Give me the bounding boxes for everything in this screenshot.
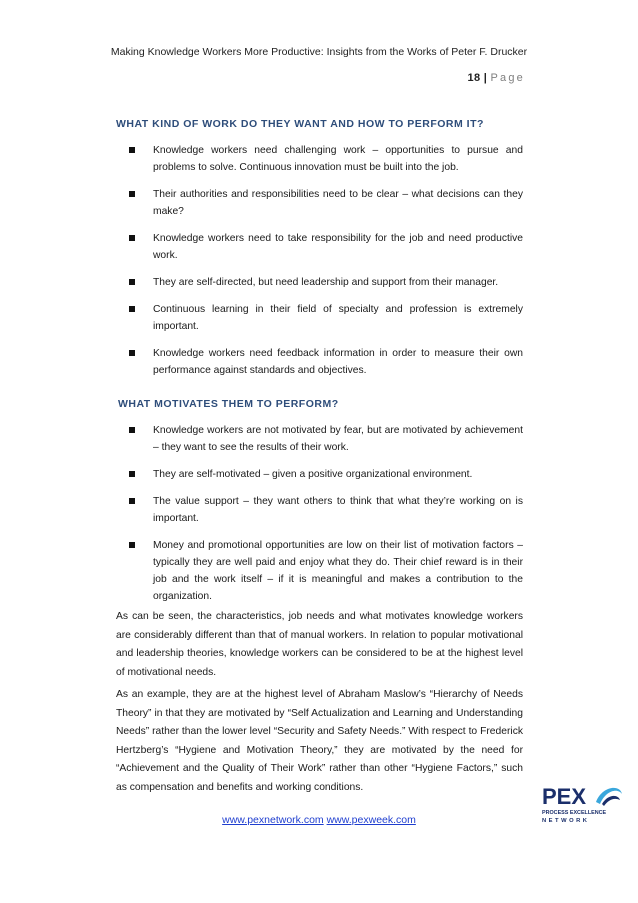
- section-motivation: [118, 398, 525, 410]
- bullet-marker-icon: [129, 235, 135, 241]
- bullet-item: [116, 345, 523, 379]
- bullet-item: [116, 466, 523, 483]
- bullet-marker-icon: [129, 350, 135, 356]
- bullet-text: Knowledge workers need to take responsibility for the job and need productive work.: [153, 233, 523, 261]
- page-label: Page: [490, 72, 525, 84]
- page-number: [468, 72, 525, 84]
- bullet-text: The value support – they want others to think that what they’re working on is important.: [153, 496, 523, 524]
- logo-line2: NETWORK: [542, 818, 590, 824]
- section-work: [116, 118, 523, 130]
- pexnetwork-link[interactable]: www.pexnetwork.com: [222, 814, 324, 826]
- bullet-text: Their authorities and responsibilities need to be clear – what decisions can they make?: [153, 189, 523, 217]
- bullet-marker-icon: [129, 306, 135, 312]
- bullet-marker-icon: [129, 427, 135, 433]
- bullet-text: They are self-motivated – given a positive organizational environment.: [153, 469, 473, 480]
- bullet-item: [116, 493, 523, 527]
- bullet-item: [116, 422, 523, 456]
- bullet-item: [116, 274, 523, 291]
- bullet-text: Continuous learning in their field of specialty and profession is extremely important.: [153, 304, 523, 332]
- bullet-item: [116, 142, 523, 176]
- pex-logo: [540, 782, 626, 826]
- logo-swoosh-icon: [596, 788, 622, 804]
- bullet-text: Knowledge workers need feedback information in order to measure their own performance against standards and objectives.: [153, 348, 523, 376]
- bullet-marker-icon: [129, 279, 135, 285]
- bullet-text: Knowledge workers need challenging work – opportunities to pursue and problems to solve. Continuous innovation must be built into the job.: [153, 145, 523, 173]
- page-number-separator: |: [483, 72, 488, 84]
- body-paragraph: As an example, they are at the highest level of Abraham Maslow’s “Hierarchy of Needs Theory” in that they are motivated by “Self Actualization and Learning and Understanding Needs” rather than the lower level “Security and Safety Needs.” With respect to Frederick Hertzberg’s “Hygiene and Motivation Theory,” they are motivated by the need for “Achievement and the Quality of Their Work” rather than other “Hygiene Factors,” such as compensation and benefits and working conditions.: [116, 689, 523, 793]
- bullet-list-work: [116, 142, 523, 389]
- bullet-item: [116, 230, 523, 264]
- bullet-list-motivation: [116, 422, 523, 615]
- document-header-title: Making Knowledge Workers More Productive: Insights from the Works of Peter F. Drucker: [110, 46, 528, 58]
- bullet-text: They are self-directed, but need leadership and support from their manager.: [153, 277, 499, 288]
- page-number-value: 18: [467, 72, 481, 84]
- bullet-item: [116, 301, 523, 335]
- section-heading-motivation: WHAT MOTIVATES THEM TO PERFORM?: [118, 398, 339, 410]
- logo-swoosh-inner-icon: [602, 796, 620, 806]
- bullet-text: Knowledge workers are not motivated by fear, but are motivated by achievement – they want to see the results of their work.: [153, 425, 523, 453]
- bullet-item: [116, 537, 523, 605]
- bullet-marker-icon: [129, 498, 135, 504]
- bullet-marker-icon: [129, 147, 135, 153]
- pexweek-link[interactable]: www.pexweek.com: [326, 814, 416, 826]
- bullet-text: Money and promotional opportunities are low on their list of motivation factors – typically they are well paid and enjoy what they do. Their chief reward is in their job and the work itself – if it is meaningful and makes a contribution to the organization.: [153, 540, 523, 602]
- bullet-marker-icon: [129, 542, 135, 548]
- bullet-marker-icon: [129, 191, 135, 197]
- bullet-item: [116, 186, 523, 220]
- bullet-marker-icon: [129, 471, 135, 477]
- logo-wordmark: PEX: [542, 784, 587, 809]
- body-paragraph: As can be seen, the characteristics, job needs and what motivates knowledge workers are considerably different than that of manual workers. In relation to popular motivational and leadership theories, knowledge workers can be considered to be at the highest level of motivational needs.: [116, 611, 523, 678]
- section-heading-work: WHAT KIND OF WORK DO THEY WANT AND HOW TO PERFORM IT?: [116, 118, 484, 130]
- logo-line1: PROCESS EXCELLENCE: [542, 810, 607, 816]
